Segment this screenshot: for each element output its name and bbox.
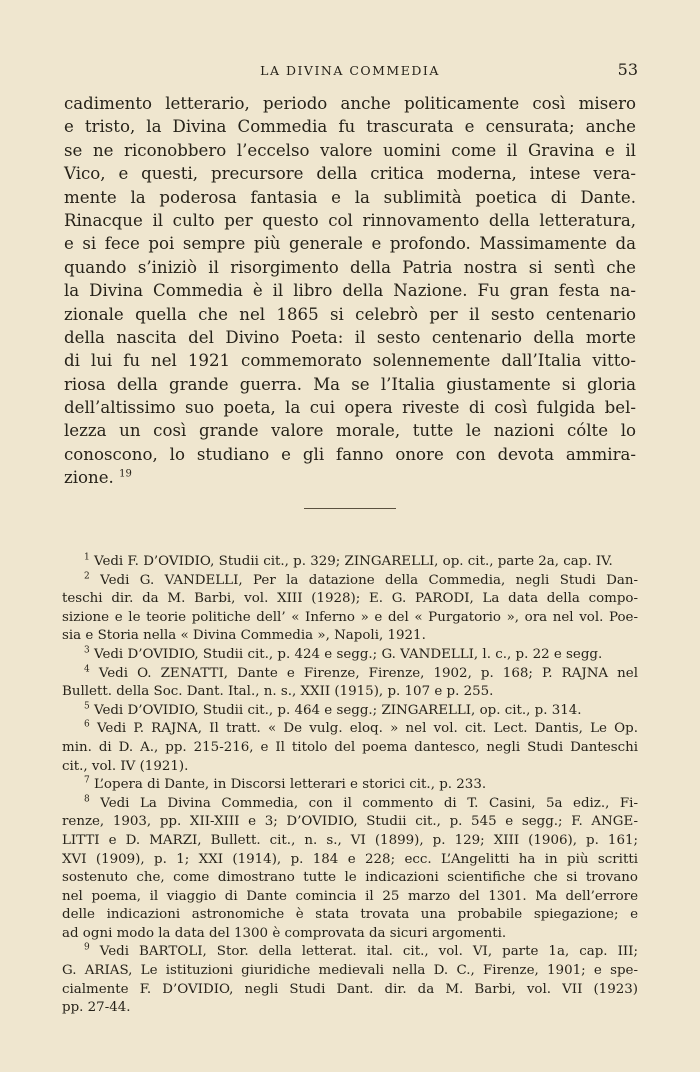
main-text: [64, 92, 636, 490]
footnote-line: [62, 832, 638, 851]
footnote-line: [62, 665, 638, 684]
text-line: e tristo, la Divina Commedia fu trascurata e censurata; anche: [64, 117, 636, 137]
text-line: la Divina Commedia è il libro della Nazione. Fu gran festa na-: [64, 281, 636, 301]
footnote-number: 7: [84, 775, 90, 786]
footnote-line: [62, 739, 638, 758]
footnote-text: Vedi O. ZENATTI, Dante e Firenze, Firenze, 1902, p. 168; P. RAJNA nel: [98, 665, 638, 681]
footnote-line: [62, 646, 638, 665]
text-line: lezza un così grande valore morale, tutte le nazioni cólte lo: [64, 421, 636, 441]
footnote-text: pp. 27-44.: [62, 1000, 131, 1016]
footnotes: [62, 553, 638, 1018]
text-line: Rinacque il culto per questo col rinnovamento della letteratura,: [64, 210, 636, 230]
footnote-line: [62, 795, 638, 814]
page-number: 53: [617, 60, 638, 79]
footnote-text: Vedi La Divina Commedia, con il commento di T. Casini, 5a ediz., Fi-: [100, 795, 638, 811]
footnote-text: teschi dir. da M. Barbi, vol. XIII (1928); E. G. PARODI, La data della compo-: [62, 591, 638, 607]
footnote-reference: 19: [119, 468, 132, 480]
text-line: riosa della grande guerra. Ma se l’Italia giustamente si gloria: [64, 374, 636, 394]
footnote-number: 3: [84, 645, 90, 656]
footnote-line: [62, 981, 638, 1000]
text-line: e si fece poi sempre più generale e profondo. Massimamente da: [64, 234, 636, 254]
footnote-line: [62, 572, 638, 591]
footnote-line: [62, 943, 638, 962]
footnote-text: sostenuto che, come dimostrano tutte le indicazioni scientifiche che si trovano: [62, 870, 638, 886]
footnote-number: 5: [84, 701, 90, 712]
footnote-line: [62, 813, 638, 832]
text-line: mente la poderosa fantasia e la sublimità poetica di Dante.: [64, 187, 636, 207]
text-line: di lui fu nel 1921 commemorato solennemente dall’Italia vitto-: [64, 351, 636, 371]
footnote-line: [62, 609, 638, 628]
footnote-line: [62, 925, 638, 944]
footnote-line: [62, 776, 638, 795]
footnote-text: nel poema, il viaggio di Dante comincia il 25 marzo del 1301. Ma dell’errore: [62, 888, 638, 904]
footnote-text: cit., vol. IV (1921).: [62, 758, 189, 774]
footnote-text: Vedi P. RAJNA, Il tratt. « De vulg. eloq. » nel vol. cit. Lect. Dantis, Le Op.: [96, 721, 638, 737]
footnote-text: L’opera di Dante, in Discorsi letterari e storici cit., p. 233.: [94, 777, 487, 793]
footnote-text: renze, 1903, pp. XII-XIII e 3; D’OVIDIO, Studii cit., p. 545 e segg.; F. ANGE-: [62, 814, 638, 830]
text-line: dell’altissimo suo poeta, la cui opera riveste di così fulgida bel-: [64, 398, 636, 418]
text-line: quando s’iniziò il risorgimento della Patria nostra si sentì che: [64, 257, 636, 277]
text-line: zionale quella che nel 1865 si celebrò per il sesto centenario: [64, 304, 636, 324]
footnote-line: [62, 553, 638, 572]
text-line: zione. $^{19}$: [64, 468, 132, 488]
footnote-line: [62, 906, 638, 925]
footnote-text: Vedi BARTOLI, Stor. della letterat. ital. cit., vol. VI, parte 1a, cap. III;: [99, 944, 638, 960]
running-header: [62, 60, 638, 82]
footnote-number: 1: [84, 552, 90, 563]
footnote-number: 4: [84, 664, 90, 675]
footnote-line: [62, 888, 638, 907]
footnote-number: 8: [84, 794, 90, 805]
footnote-line: [62, 683, 638, 702]
text-line: cadimento letterario, periodo anche politicamente così misero: [64, 94, 636, 113]
text-line: Vico, e questi, precursore della critica moderna, intese vera-: [64, 164, 636, 184]
footnote-number: 2: [84, 571, 90, 582]
footnote-line: [62, 720, 638, 739]
text-line: se ne riconobbero l’eccelso valore uomini come il Gravina e il: [64, 140, 636, 160]
footnote-text: Vedi D’OVIDIO, Studii cit., p. 464 e segg.; ZINGARELLI, op. cit., p. 314.: [94, 702, 582, 718]
footnote-text: Bullett. della Soc. Dant. Ital., n. s., XXII (1915), p. 107 e p. 255.: [62, 684, 494, 700]
footnote-line: [62, 702, 638, 721]
footnote-text: G. ARIAS, Le istituzioni giuridiche medievali nella D. C., Firenze, 1901; e spe-: [62, 963, 638, 979]
footnote-number: 9: [84, 943, 90, 953]
footnote-text: Vedi D’OVIDIO, Studii cit., p. 424 e segg.; G. VANDELLI, l. c., p. 22 e segg.: [94, 646, 603, 662]
footnote-text: ad ogni modo la data del 1300 è comprovata da sicuri argomenti.: [62, 925, 507, 941]
footnote-text: min. di D. A., pp. 215-216, e Il titolo del poema dantesco, negli Studi Danteschi: [62, 739, 638, 755]
text-line: della nascita del Divino Poeta: il sesto centenario della morte: [64, 327, 636, 347]
footnote-text: Vedi F. D’OVIDIO, Studii cit., p. 329; ZINGARELLI, op. cit., parte 2a, cap. IV.: [94, 554, 613, 569]
text-line: conoscono, lo studiano e gli fanno onore con devota ammira-: [64, 444, 636, 464]
footnote-number: 6: [84, 719, 90, 730]
footnote-text: cialmente F. D’OVIDIO, negli Studi Dant. dir. da M. Barbi, vol. VII (1923): [62, 981, 638, 997]
footnote-line: [62, 627, 638, 646]
footnote-text: XVI (1909), p. 1; XXI (1914), p. 184 e 228; ecc. L’Angelitti ha in più scritti: [62, 851, 638, 867]
footnote-line: [62, 851, 638, 870]
footnote-text: sizione e le teorie politiche dell’ « Inferno » e del « Purgatorio », ora nel vol. Poe-: [62, 609, 638, 625]
footnote-text: sia e Storia nella « Divina Commedia », Napoli, 1921.: [62, 628, 426, 644]
footnote-text: Vedi G. VANDELLI, Per la datazione della Commedia, negli Studi Dan-: [100, 572, 638, 588]
running-title: LA DIVINA COMMEDIA: [260, 63, 440, 78]
footnote-line: [62, 758, 638, 777]
footnote-text: delle indicazioni astronomiche è stata trovata una probabile spiegazione; e: [62, 907, 638, 923]
footnote-line: [62, 869, 638, 888]
footnote-line: [62, 590, 638, 609]
footnote-line: [62, 962, 638, 981]
footnote-text: LITTI e D. MARZI, Bullett. cit., n. s., VI (1899), p. 129; XIII (1906), p. 161;: [62, 832, 638, 848]
footnote-line: [62, 999, 638, 1018]
footnote-separator: [304, 508, 396, 509]
